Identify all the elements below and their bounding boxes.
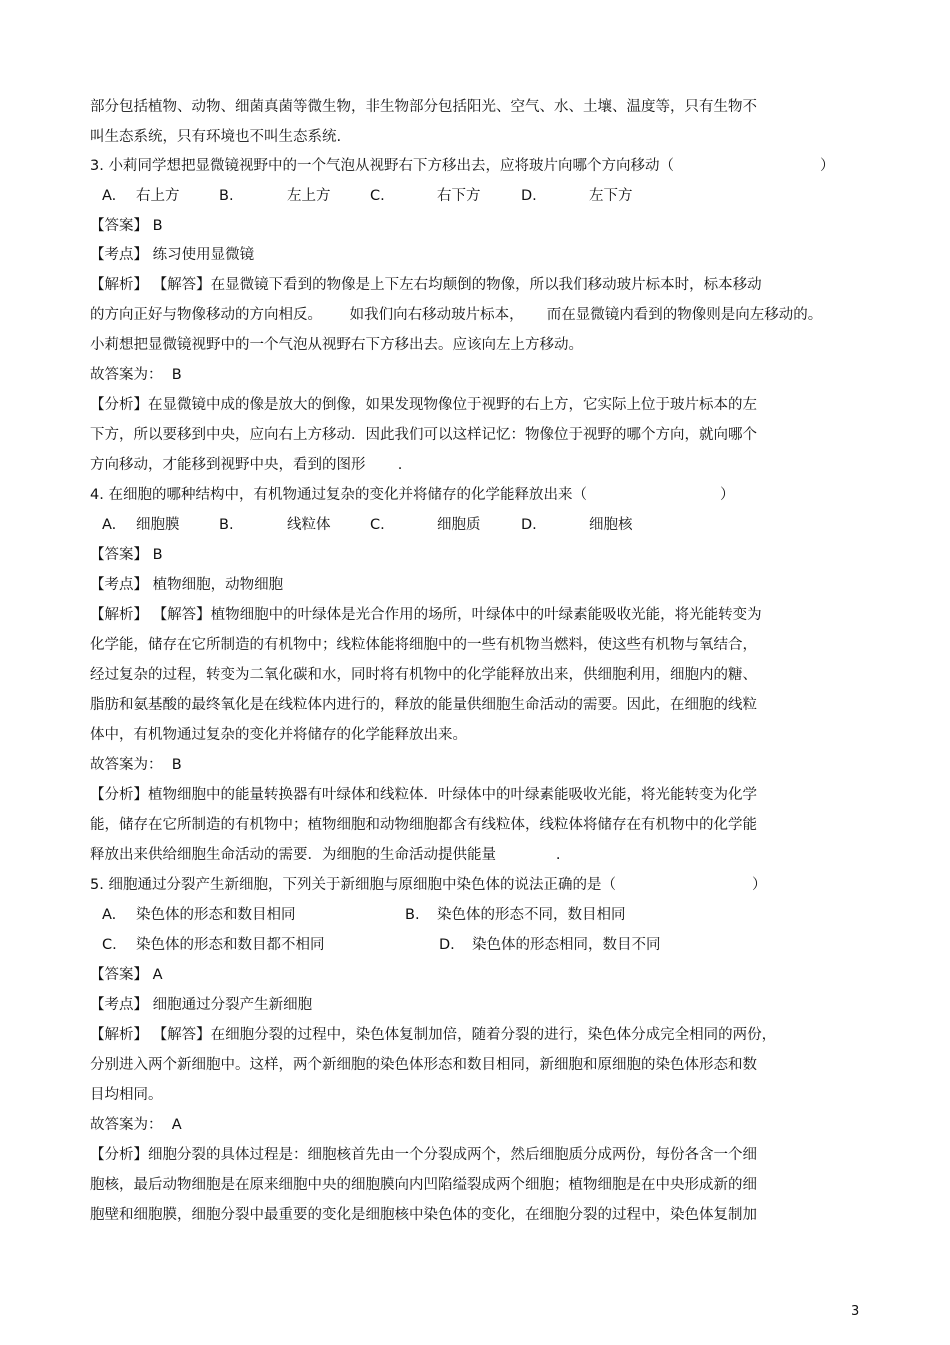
q5-analysis-line: 【解析】 【解答】在细胞分裂的过程中，染色体复制加倍，随着分裂的进行，染色体分成完全相同的两份， [90, 1027, 777, 1043]
q5-option-d-text: 染色体的形态相同，数目不同 [472, 937, 661, 953]
q5-summary-line: 【分析】细胞分裂的具体过程是：细胞核首先由一个分裂成两个，然后细胞质分成两份，每份各含一个细 [90, 1147, 757, 1163]
q3-option-b-letter: B. [219, 188, 234, 204]
q5-final-answer: 故答案为： A [90, 1117, 182, 1133]
q3-summary-line: 【分析】在显微镜中成的像是放大的倒像，如果发现物像位于视野的右上方，它实际上位于玻片标本的左 [90, 397, 757, 413]
q4-summary-line: 释放出来供给细胞生命活动的需要．为细胞的生命活动提供能量 . [90, 847, 561, 863]
q3-option-a-text: 右上方 [136, 188, 180, 204]
q3-answer: 【答案】 B [90, 218, 163, 234]
q4-stem: 4. 在细胞的哪种结构中，有机物通过复杂的变化并将储存的化学能释放出来（ [90, 487, 587, 503]
q3-final-answer: 故答案为： B [90, 367, 182, 383]
q5-option-b-text: 染色体的形态不同，数目相同 [437, 907, 626, 923]
intro-line: 部分包括植物、动物、细菌真菌等微生物，非生物部分包括阳光、空气、水、土壤、温度等，只有生物不 [90, 99, 757, 115]
q5-option-c-text: 染色体的形态和数目都不相同 [136, 937, 325, 953]
q3-option-d-text: 左下方 [589, 188, 633, 204]
q4-final-answer: 故答案为： B [90, 757, 182, 773]
q3-paren-close: ） [820, 158, 835, 174]
q4-point: 【考点】 植物细胞，动物细胞 [90, 577, 284, 593]
q4-paren-close: ） [720, 487, 735, 503]
q5-stem: 5. 细胞通过分裂产生新细胞，下列关于新细胞与原细胞中染色体的说法正确的是（ [90, 877, 616, 893]
intro-line: 叫生态系统，只有环境也不叫生态系统. [90, 129, 342, 145]
q3-point: 【考点】 练习使用显微镜 [90, 247, 255, 263]
q5-option-b-letter: B. [405, 907, 420, 923]
q4-analysis-line: 脂肪和氨基酸的最终氧化是在线粒体内进行的，释放的能量供细胞生命活动的需要。因此，在细胞的线粒 [90, 697, 757, 713]
q3-summary-line: 下方，所以要移到中央，应向右上方移动．因此我们可以这样记忆：物像位于视野的哪个方向，就向哪个 [90, 427, 757, 443]
q4-analysis-line: 经过复杂的过程，转变为二氧化碳和水，同时将有机物中的化学能释放出来，供细胞利用，细胞内的糖、 [90, 667, 757, 683]
q4-answer: 【答案】 B [90, 547, 163, 563]
q5-summary-line: 胞壁和细胞膜，细胞分裂中最重要的变化是细胞核中染色体的变化，在细胞分裂的过程中，染色体复制加 [90, 1207, 757, 1223]
q3-option-a-letter: A. [102, 188, 117, 204]
q5-analysis-line: 目均相同。 [90, 1087, 163, 1103]
q5-option-a-text: 染色体的形态和数目相同 [136, 907, 296, 923]
page-number: 3 [851, 1304, 860, 1319]
q4-analysis-line: 【解析】 【解答】植物细胞中的叶绿体是光合作用的场所，叶绿体中的叶绿素能吸收光能，将光能转变为 [90, 607, 762, 623]
q3-stem: 3. 小莉同学想把显微镜视野中的一个气泡从视野右下方移出去，应将玻片向哪个方向移动（ [90, 158, 674, 174]
q3-option-c-letter: C. [370, 188, 385, 204]
q4-option-d-letter: D. [521, 517, 537, 533]
q3-analysis-line: 【解析】 【解答】在显微镜下看到的物像是上下左右均颠倒的物像，所以我们移动玻片标本时，标本移动 [90, 277, 762, 293]
q5-summary-line: 胞核，最后动物细胞是在原来细胞中央的细胞膜向内凹陷缢裂成两个细胞；植物细胞是在中央形成新的细 [90, 1177, 757, 1193]
q3-analysis-line: 的方向正好与物像移动的方向相反。 如我们向右移动玻片标本， 而在显微镜内看到的物像则是向左移动的。 [90, 307, 823, 323]
q4-option-c-letter: C. [370, 517, 385, 533]
q5-answer: 【答案】 A [90, 967, 163, 983]
q4-option-c-text: 细胞质 [437, 517, 481, 533]
q5-option-d-letter: D. [439, 937, 455, 953]
q4-option-d-text: 细胞核 [589, 517, 633, 533]
q4-option-a-text: 细胞膜 [136, 517, 180, 533]
q3-analysis-line: 小莉想把显微镜视野中的一个气泡从视野右下方移出去。应该向左上方移动。 [90, 337, 583, 353]
q5-option-c-letter: C. [102, 937, 117, 953]
q5-analysis-line: 分别进入两个新细胞中。这样，两个新细胞的染色体形态和数目相同，新细胞和原细胞的染色体形态和数 [90, 1057, 757, 1073]
q4-option-b-text: 线粒体 [287, 517, 331, 533]
q3-option-c-text: 右下方 [437, 188, 481, 204]
q4-summary-line: 【分析】植物细胞中的能量转换器有叶绿体和线粒体．叶绿体中的叶绿素能吸收光能，将光能转变为化学 [90, 787, 757, 803]
q4-summary-line: 能，储存在它所制造的有机物中；植物细胞和动物细胞都含有线粒体，线粒体将储存在有机物中的化学能 [90, 817, 757, 833]
q3-summary-line: 方向移动，才能移到视野中央，看到的图形 . [90, 457, 403, 473]
q5-paren-close: ） [752, 877, 767, 893]
q5-point: 【考点】 细胞通过分裂产生新细胞 [90, 997, 313, 1013]
q4-analysis-line: 化学能，储存在它所制造的有机物中；线粒体能将细胞中的一些有机物当燃料，使这些有机物与氧结合， [90, 637, 757, 653]
q4-option-b-letter: B. [219, 517, 234, 533]
q4-option-a-letter: A. [102, 517, 117, 533]
q5-option-a-letter: A. [102, 907, 117, 923]
q3-option-d-letter: D. [521, 188, 537, 204]
q4-analysis-line: 体中，有机物通过复杂的变化并将储存的化学能释放出来。 [90, 727, 467, 743]
q3-option-b-text: 左上方 [287, 188, 331, 204]
